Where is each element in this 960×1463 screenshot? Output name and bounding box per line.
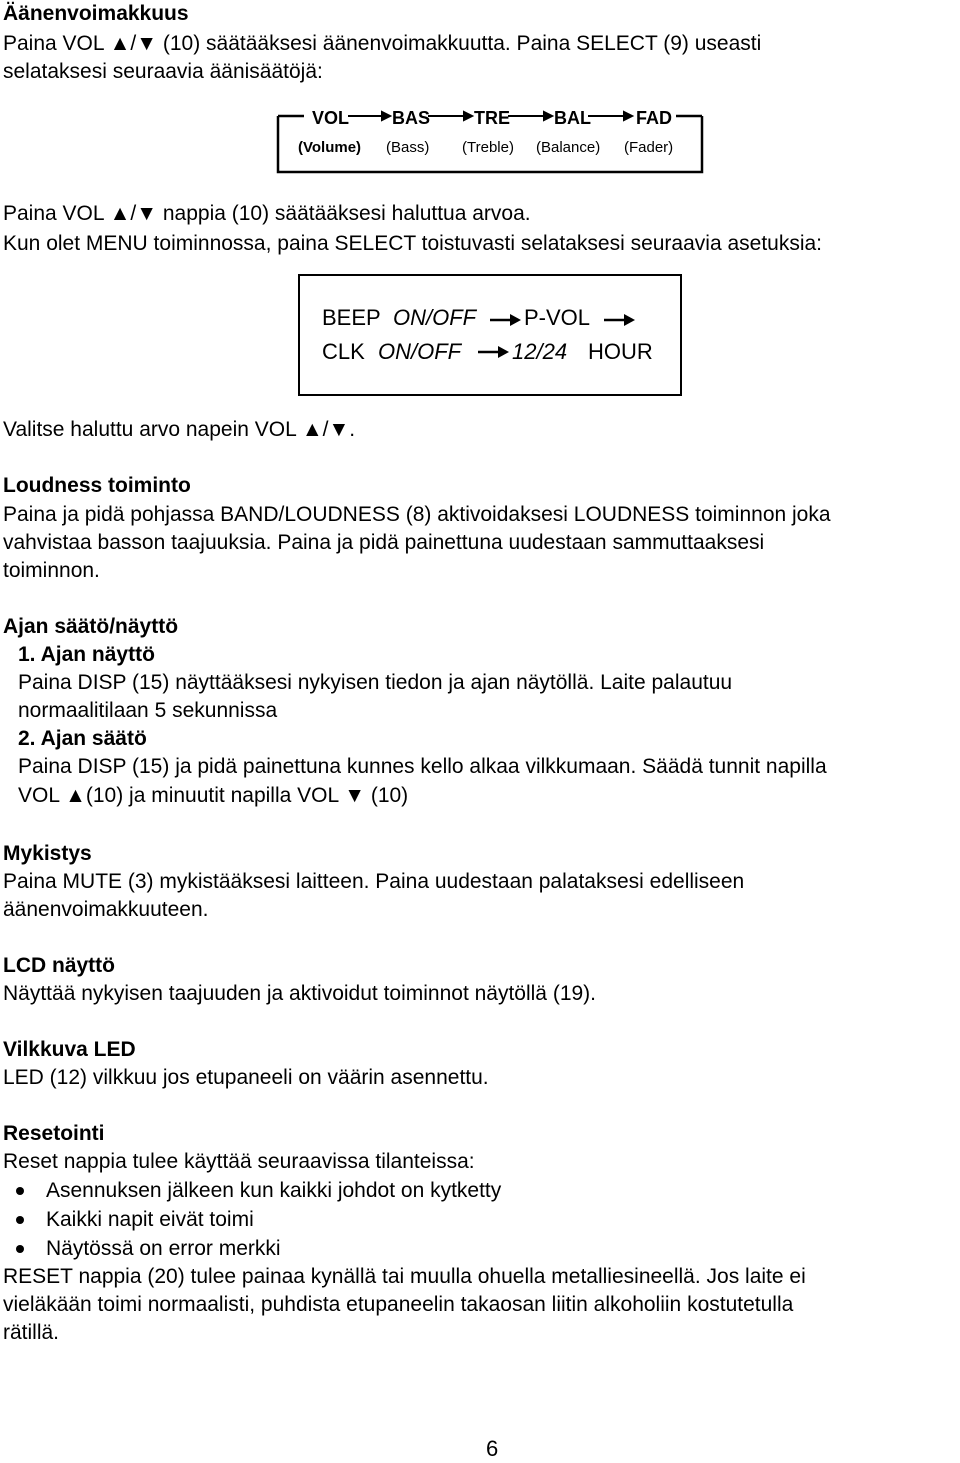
volume-text-line2: selataksesi seuraavia äänisäätöjä: bbox=[3, 60, 323, 83]
reset-bullet-3: Näytössä on error merkki bbox=[46, 1237, 281, 1260]
clock-item1-line1: Paina DISP (15) näyttääksesi nykyisen tiedon ja ajan näytöllä. Laite palautuu bbox=[18, 671, 733, 694]
loudness-text-line1: Paina ja pidä pohjassa BAND/LOUDNESS (8) aktivoidaksesi LOUDNESS toiminnon joka bbox=[3, 503, 831, 526]
diagram-bass-label: (Bass) bbox=[386, 139, 430, 156]
volume-text-line1: Paina VOL ▲/▼ (10) säätääksesi äänenvoimakkuutta. Paina SELECT (9) useasti bbox=[3, 32, 762, 55]
lcd-text-line1: Näyttää nykyisen taajuuden ja aktivoidut toiminnot näytöllä (19). bbox=[3, 982, 597, 1005]
reset-intro: Reset nappia tulee käyttää seuraavissa tilanteissa: bbox=[3, 1150, 475, 1173]
diagram-balance-label: (Balance) bbox=[536, 139, 601, 156]
bullet-icon bbox=[16, 1245, 24, 1253]
diagram-volume-label: (Volume) bbox=[298, 139, 362, 156]
mute-text-line2: äänenvoimakkuuteen. bbox=[3, 898, 209, 921]
clock-item2-line2: VOL ▲(10) ja minuutit napilla VOL ▼ (10) bbox=[18, 784, 409, 807]
menu-clk-onoff: ON/OFF bbox=[378, 339, 462, 364]
reset-text-line3: rätillä. bbox=[3, 1321, 60, 1344]
menu-beep-label: BEEP bbox=[322, 305, 381, 330]
menu-pvol-label: P-VOL bbox=[524, 305, 591, 330]
clock-heading: Ajan säätö/näyttö bbox=[3, 615, 179, 638]
page-number: 6 bbox=[486, 1436, 499, 1461]
led-heading: Vilkkuva LED bbox=[3, 1038, 136, 1061]
clock-item1-line2: normaalitilaan 5 sekunnissa bbox=[18, 699, 278, 722]
loudness-text-line3: toiminnon. bbox=[3, 559, 100, 582]
arrow-right-icon bbox=[604, 312, 636, 328]
menu-beep-onoff: ON/OFF bbox=[393, 305, 477, 330]
menu-hour-label: HOUR bbox=[588, 339, 653, 364]
loudness-text-line2: vahvistaa basson taajuuksia. Paina ja pidä painettuna uudestaan sammuttaaksesi bbox=[3, 531, 765, 554]
arrow-right-icon bbox=[478, 344, 510, 360]
clock-item2-title: 2. Ajan säätö bbox=[18, 727, 147, 750]
audio-settings-diagram bbox=[276, 104, 704, 174]
diagram-bal-code: BAL bbox=[554, 108, 591, 128]
reset-heading: Resetointi bbox=[3, 1122, 105, 1145]
reset-bullet-1: Asennuksen jälkeen kun kaikki johdot on kytketty bbox=[46, 1179, 502, 1202]
diagram-fad-code: FAD bbox=[636, 108, 672, 128]
led-text-line1: LED (12) vilkkuu jos etupaneeli on väärin asennettu. bbox=[3, 1066, 489, 1089]
lcd-heading: LCD näyttö bbox=[3, 954, 115, 977]
bullet-icon bbox=[16, 1216, 24, 1224]
bullet-icon bbox=[16, 1187, 24, 1195]
menu-settings-diagram bbox=[298, 274, 682, 396]
loudness-heading: Loudness toiminto bbox=[3, 474, 191, 497]
arrow-right-icon bbox=[490, 312, 522, 328]
reset-bullet-2: Kaikki napit eivät toimi bbox=[46, 1208, 254, 1231]
diagram-fader-label: (Fader) bbox=[624, 139, 674, 156]
menu-clock-mode: 12/24 bbox=[512, 339, 568, 364]
menu-clk-label: CLK bbox=[322, 339, 365, 364]
diagram-vol-code: VOL bbox=[312, 108, 350, 128]
diagram-tre-code: TRE bbox=[474, 108, 510, 128]
mute-heading: Mykistys bbox=[3, 842, 92, 865]
diagram-bas-code: BAS bbox=[392, 108, 431, 128]
clock-item1-title: 1. Ajan näyttö bbox=[18, 643, 155, 666]
mute-text-line1: Paina MUTE (3) mykistääksesi laitteen. Paina uudestaan palataksesi edelliseen bbox=[3, 870, 745, 893]
menu-text-line2: Kun olet MENU toiminnossa, paina SELECT toistuvasti selataksesi seuraavia asetuksia: bbox=[3, 232, 823, 255]
select-value-text: Valitse haluttu arvo napein VOL ▲/▼. bbox=[3, 418, 356, 441]
menu-text-line1: Paina VOL ▲/▼ nappia (10) säätääksesi haluttua arvoa. bbox=[3, 202, 531, 225]
diagram-treble-label: (Treble) bbox=[462, 139, 514, 156]
volume-heading: Äänenvoimakkuus bbox=[3, 2, 189, 25]
reset-text-line2: vieläkään toimi normaalisti, puhdista etupaneelin takaosan liitin alkoholiin kostutetulla bbox=[3, 1293, 794, 1316]
clock-item2-line1: Paina DISP (15) ja pidä painettuna kunnes kello alkaa vilkkumaan. Säädä tunnit napilla bbox=[18, 755, 827, 778]
reset-text-line1: RESET nappia (20) tulee painaa kynällä tai muulla ohuella metalliesineellä. Jos laite ei bbox=[3, 1265, 806, 1288]
